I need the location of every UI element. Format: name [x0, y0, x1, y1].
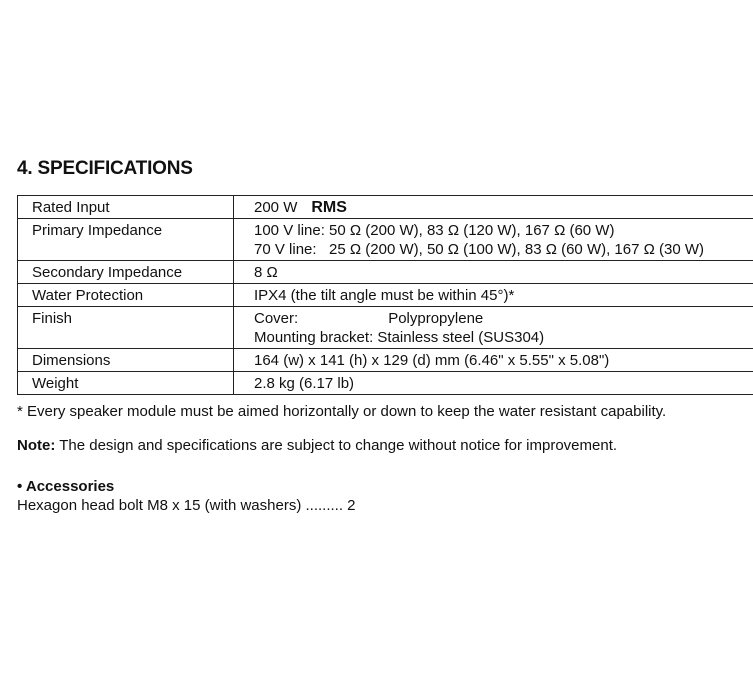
table-row — [18, 219, 753, 261]
note-label: Note: — [17, 437, 56, 454]
rated-input-rms: RMS — [311, 199, 347, 216]
dimensions-value: 164 (w) x 141 (h) x 129 (d) mm (6.46" x 5.55" x 5.08") — [234, 349, 753, 372]
weight-label: Weight — [18, 372, 234, 395]
water-protection-value: IPX4 (the tilt angle must be within 45°)* — [234, 284, 753, 307]
table-row — [18, 307, 753, 349]
secondary-impedance-value: 8 Ω — [234, 261, 753, 284]
table-row — [18, 349, 753, 372]
primary-impedance-70v: 70 V line: 25 Ω (200 W), 50 Ω (100 W), 83 Ω (60 W), 167 Ω (30 W) — [254, 241, 705, 258]
finish-cover — [254, 309, 753, 328]
rated-input-label: Rated Input — [18, 196, 234, 219]
primary-impedance-value — [234, 219, 753, 261]
primary-impedance-label: Primary Impedance — [18, 219, 234, 261]
weight-value: 2.8 kg (6.17 lb) — [234, 372, 753, 395]
accessories-item: Hexagon head bolt M8 x 15 (with washers) ......... 2 — [17, 497, 356, 514]
note-text: The design and specifications are subject to change without notice for improvement. — [55, 437, 618, 454]
dimensions-label: Dimensions — [18, 349, 234, 372]
note — [17, 437, 617, 454]
table-row — [18, 372, 753, 395]
secondary-impedance-label: Secondary Impedance — [18, 261, 234, 284]
primary-impedance-100v: 100 V line: 50 Ω (200 W), 83 Ω (120 W), 167 Ω (60 W) — [254, 222, 615, 239]
table-row — [18, 196, 753, 219]
table-row — [18, 261, 753, 284]
rated-input-value — [234, 196, 753, 219]
finish-label: Finish — [18, 307, 234, 349]
page-title: 4. SPECIFICATIONS — [17, 158, 193, 179]
finish-bracket: Mounting bracket: Stainless steel (SUS304) — [254, 329, 545, 346]
footnote: * Every speaker module must be aimed horizontally or down to keep the water resistant capability. — [17, 403, 667, 420]
specifications-table — [17, 195, 753, 395]
rated-input-watts: 200 W — [254, 199, 298, 216]
accessories-heading: • Accessories — [17, 478, 115, 495]
finish-cover-label: Cover: — [254, 310, 299, 327]
finish-cover-value: Polypropylene — [388, 310, 484, 327]
table-row — [18, 284, 753, 307]
finish-value — [234, 307, 753, 349]
water-protection-label: Water Protection — [18, 284, 234, 307]
